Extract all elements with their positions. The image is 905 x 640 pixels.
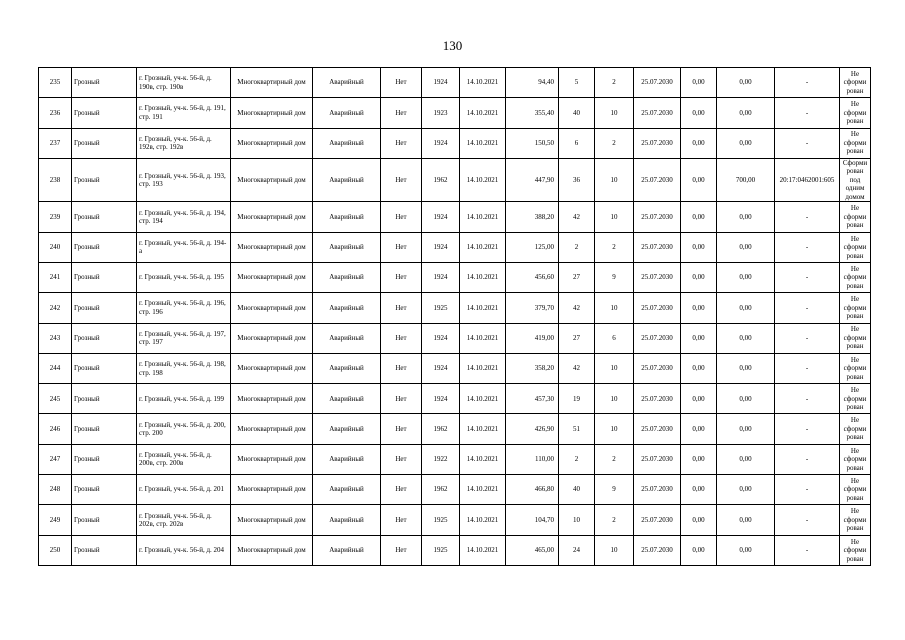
building-type-cell: Многоквартирный дом [231,202,313,232]
premises-cell: 2 [595,444,634,474]
recognition-date-cell: 14.10.2021 [460,353,506,383]
area-cell: 388,20 [506,202,559,232]
table-row [39,444,871,474]
city-cell: Грозный [72,444,137,474]
table-row [39,353,871,383]
housing-registry-table [38,67,871,566]
value-1-cell: 0,00 [681,323,717,353]
resettlement-date-cell: 25.07.2030 [634,444,681,474]
city-cell: Грозный [72,232,137,262]
flag-cell: Нет [381,128,422,158]
table-row [39,505,871,535]
residents-cell: 40 [559,98,595,128]
area-cell: 466,80 [506,475,559,505]
table-row [39,68,871,98]
table-row [39,232,871,262]
area-cell: 150,50 [506,128,559,158]
value-1-cell: 0,00 [681,505,717,535]
status-cell: Аварийный [313,68,381,98]
value-1-cell: 0,00 [681,444,717,474]
city-cell: Грозный [72,414,137,444]
building-type-cell: Многоквартирный дом [231,384,313,414]
status-cell: Аварийный [313,262,381,292]
building-type-cell: Многоквартирный дом [231,353,313,383]
land-plot-note-cell: Не сформирован [840,505,871,535]
table-row [39,384,871,414]
building-type-cell: Многоквартирный дом [231,128,313,158]
row-number: 248 [39,475,72,505]
flag-cell: Нет [381,535,422,565]
city-cell: Грозный [72,384,137,414]
city-cell: Грозный [72,128,137,158]
row-number: 240 [39,232,72,262]
year-cell: 1962 [422,158,460,202]
recognition-date-cell: 14.10.2021 [460,262,506,292]
area-cell: 355,40 [506,98,559,128]
premises-cell: 9 [595,262,634,292]
value-2-cell: 0,00 [717,68,775,98]
value-2-cell: 0,00 [717,293,775,323]
premises-cell: 10 [595,202,634,232]
resettlement-date-cell: 25.07.2030 [634,475,681,505]
table-row [39,158,871,202]
status-cell: Аварийный [313,293,381,323]
flag-cell: Нет [381,475,422,505]
resettlement-date-cell: 25.07.2030 [634,158,681,202]
recognition-date-cell: 14.10.2021 [460,323,506,353]
row-number: 243 [39,323,72,353]
residents-cell: 2 [559,232,595,262]
flag-cell: Нет [381,158,422,202]
status-cell: Аварийный [313,158,381,202]
flag-cell: Нет [381,323,422,353]
building-type-cell: Многоквартирный дом [231,232,313,262]
resettlement-date-cell: 25.07.2030 [634,535,681,565]
premises-cell: 10 [595,98,634,128]
flag-cell: Нет [381,293,422,323]
recognition-date-cell: 14.10.2021 [460,535,506,565]
address-cell: г. Грозный, уч-к. 56-й, д. 191, стр. 191 [137,98,231,128]
table-row [39,202,871,232]
row-number: 241 [39,262,72,292]
table-row [39,293,871,323]
resettlement-date-cell: 25.07.2030 [634,505,681,535]
value-1-cell: 0,00 [681,232,717,262]
address-cell: г. Грозный, уч-к. 56-й, д. 193, стр. 193 [137,158,231,202]
recognition-date-cell: 14.10.2021 [460,505,506,535]
building-type-cell: Многоквартирный дом [231,68,313,98]
building-type-cell: Многоквартирный дом [231,293,313,323]
land-plot-note-cell: Не сформирован [840,353,871,383]
status-cell: Аварийный [313,384,381,414]
value-1-cell: 0,00 [681,535,717,565]
area-cell: 94,40 [506,68,559,98]
residents-cell: 51 [559,414,595,444]
premises-cell: 2 [595,68,634,98]
area-cell: 125,00 [506,232,559,262]
value-2-cell: 0,00 [717,475,775,505]
building-type-cell: Многоквартирный дом [231,98,313,128]
year-cell: 1925 [422,535,460,565]
address-cell: г. Грозный, уч-к. 56-й, д. 202в, стр. 202в [137,505,231,535]
address-cell: г. Грозный, уч-к. 56-й, д. 196, стр. 196 [137,293,231,323]
cadastral-number-cell: - [775,414,840,444]
cadastral-number-cell: - [775,68,840,98]
value-2-cell: 0,00 [717,128,775,158]
cadastral-number-cell: - [775,98,840,128]
area-cell: 447,90 [506,158,559,202]
area-cell: 358,20 [506,353,559,383]
address-cell: г. Грозный, уч-к. 56-й, д. 201 [137,475,231,505]
row-number: 247 [39,444,72,474]
flag-cell: Нет [381,68,422,98]
premises-cell: 6 [595,323,634,353]
value-1-cell: 0,00 [681,98,717,128]
residents-cell: 27 [559,262,595,292]
year-cell: 1924 [422,68,460,98]
value-2-cell: 0,00 [717,98,775,128]
value-2-cell: 0,00 [717,323,775,353]
address-cell: г. Грозный, уч-к. 56-й, д. 200в, стр. 200в [137,444,231,474]
city-cell: Грозный [72,98,137,128]
residents-cell: 42 [559,353,595,383]
row-number: 239 [39,202,72,232]
flag-cell: Нет [381,232,422,262]
city-cell: Грозный [72,353,137,383]
recognition-date-cell: 14.10.2021 [460,98,506,128]
land-plot-note-cell: Не сформирован [840,444,871,474]
building-type-cell: Многоквартирный дом [231,475,313,505]
city-cell: Грозный [72,323,137,353]
row-number: 237 [39,128,72,158]
flag-cell: Нет [381,202,422,232]
value-1-cell: 0,00 [681,414,717,444]
land-plot-note-cell: Не сформирован [840,323,871,353]
year-cell: 1925 [422,293,460,323]
value-2-cell: 0,00 [717,505,775,535]
status-cell: Аварийный [313,128,381,158]
row-number: 238 [39,158,72,202]
value-2-cell: 700,00 [717,158,775,202]
resettlement-date-cell: 25.07.2030 [634,98,681,128]
land-plot-note-cell: Не сформирован [840,293,871,323]
cadastral-number-cell: - [775,475,840,505]
address-cell: г. Грозный, уч-к. 56-й, д. 197, стр. 197 [137,323,231,353]
cadastral-number-cell: - [775,262,840,292]
row-number: 245 [39,384,72,414]
residents-cell: 10 [559,505,595,535]
row-number: 246 [39,414,72,444]
row-number: 244 [39,353,72,383]
land-plot-note-cell: Не сформирован [840,384,871,414]
land-plot-note-cell: Не сформирован [840,262,871,292]
building-type-cell: Многоквартирный дом [231,158,313,202]
land-plot-note-cell: Не сформирован [840,414,871,444]
flag-cell: Нет [381,98,422,128]
cadastral-number-cell: - [775,293,840,323]
value-1-cell: 0,00 [681,68,717,98]
status-cell: Аварийный [313,353,381,383]
land-plot-note-cell: Не сформирован [840,202,871,232]
year-cell: 1922 [422,444,460,474]
row-number: 242 [39,293,72,323]
city-cell: Грозный [72,202,137,232]
value-1-cell: 0,00 [681,128,717,158]
table-row [39,323,871,353]
building-type-cell: Многоквартирный дом [231,535,313,565]
recognition-date-cell: 14.10.2021 [460,128,506,158]
table-body [39,68,871,566]
premises-cell: 10 [595,293,634,323]
value-1-cell: 0,00 [681,158,717,202]
land-plot-note-cell: Не сформирован [840,475,871,505]
flag-cell: Нет [381,353,422,383]
building-type-cell: Многоквартирный дом [231,414,313,444]
year-cell: 1923 [422,98,460,128]
year-cell: 1924 [422,353,460,383]
status-cell: Аварийный [313,414,381,444]
year-cell: 1924 [422,384,460,414]
resettlement-date-cell: 25.07.2030 [634,323,681,353]
premises-cell: 10 [595,353,634,383]
value-2-cell: 0,00 [717,535,775,565]
cadastral-number-cell: - [775,232,840,262]
year-cell: 1925 [422,505,460,535]
land-plot-note-cell: Не сформирован [840,128,871,158]
status-cell: Аварийный [313,535,381,565]
value-1-cell: 0,00 [681,293,717,323]
area-cell: 419,00 [506,323,559,353]
value-1-cell: 0,00 [681,384,717,414]
land-plot-note-cell: Не сформирован [840,98,871,128]
flag-cell: Нет [381,262,422,292]
resettlement-date-cell: 25.07.2030 [634,414,681,444]
recognition-date-cell: 14.10.2021 [460,293,506,323]
land-plot-note-cell: Не сформирован [840,535,871,565]
area-cell: 104,70 [506,505,559,535]
status-cell: Аварийный [313,444,381,474]
address-cell: г. Грозный, уч-к. 56-й, д. 200, стр. 200 [137,414,231,444]
year-cell: 1924 [422,128,460,158]
cadastral-number-cell: - [775,505,840,535]
recognition-date-cell: 14.10.2021 [460,414,506,444]
residents-cell: 36 [559,158,595,202]
city-cell: Грозный [72,262,137,292]
resettlement-date-cell: 25.07.2030 [634,293,681,323]
premises-cell: 9 [595,475,634,505]
residents-cell: 24 [559,535,595,565]
residents-cell: 2 [559,444,595,474]
address-cell: г. Грозный, уч-к. 56-й, д. 199 [137,384,231,414]
value-2-cell: 0,00 [717,232,775,262]
value-2-cell: 0,00 [717,353,775,383]
building-type-cell: Многоквартирный дом [231,262,313,292]
value-1-cell: 0,00 [681,353,717,383]
recognition-date-cell: 14.10.2021 [460,158,506,202]
premises-cell: 10 [595,158,634,202]
address-cell: г. Грозный, уч-к. 56-й, д. 192в, стр. 192в [137,128,231,158]
table-row [39,535,871,565]
recognition-date-cell: 14.10.2021 [460,68,506,98]
row-number: 235 [39,68,72,98]
building-type-cell: Многоквартирный дом [231,444,313,474]
land-plot-note-cell: Не сформирован [840,232,871,262]
area-cell: 456,60 [506,262,559,292]
table-row [39,414,871,444]
cadastral-number-cell: - [775,323,840,353]
premises-cell: 10 [595,535,634,565]
address-cell: г. Грозный, уч-к. 56-й, д. 190в, стр. 190в [137,68,231,98]
year-cell: 1924 [422,202,460,232]
resettlement-date-cell: 25.07.2030 [634,202,681,232]
premises-cell: 2 [595,128,634,158]
building-type-cell: Многоквартирный дом [231,505,313,535]
recognition-date-cell: 14.10.2021 [460,232,506,262]
flag-cell: Нет [381,384,422,414]
recognition-date-cell: 14.10.2021 [460,202,506,232]
building-type-cell: Многоквартирный дом [231,323,313,353]
resettlement-date-cell: 25.07.2030 [634,262,681,292]
status-cell: Аварийный [313,323,381,353]
city-cell: Грозный [72,158,137,202]
year-cell: 1924 [422,232,460,262]
row-number: 236 [39,98,72,128]
value-2-cell: 0,00 [717,414,775,444]
status-cell: Аварийный [313,232,381,262]
cadastral-number-cell: - [775,444,840,474]
flag-cell: Нет [381,414,422,444]
cadastral-number-cell: 20:17:0462001:605 [775,158,840,202]
residents-cell: 42 [559,293,595,323]
value-2-cell: 0,00 [717,262,775,292]
address-cell: г. Грозный, уч-к. 56-й, д. 198, стр. 198 [137,353,231,383]
resettlement-date-cell: 25.07.2030 [634,68,681,98]
cadastral-number-cell: - [775,384,840,414]
premises-cell: 10 [595,384,634,414]
land-plot-note-cell: Не сформирован [840,68,871,98]
year-cell: 1962 [422,414,460,444]
city-cell: Грозный [72,68,137,98]
value-1-cell: 0,00 [681,262,717,292]
premises-cell: 10 [595,414,634,444]
status-cell: Аварийный [313,475,381,505]
value-1-cell: 0,00 [681,475,717,505]
value-2-cell: 0,00 [717,444,775,474]
address-cell: г. Грозный, уч-к. 56-й, д. 194, стр. 194 [137,202,231,232]
city-cell: Грозный [72,475,137,505]
residents-cell: 40 [559,475,595,505]
city-cell: Грозный [72,535,137,565]
value-2-cell: 0,00 [717,384,775,414]
land-plot-note-cell: Сформирован под одним домом [840,158,871,202]
address-cell: г. Грозный, уч-к. 56-й, д. 194-а [137,232,231,262]
cadastral-number-cell: - [775,128,840,158]
residents-cell: 19 [559,384,595,414]
residents-cell: 6 [559,128,595,158]
year-cell: 1924 [422,262,460,292]
cadastral-number-cell: - [775,535,840,565]
table-row [39,475,871,505]
recognition-date-cell: 14.10.2021 [460,444,506,474]
cadastral-number-cell: - [775,202,840,232]
resettlement-date-cell: 25.07.2030 [634,232,681,262]
residents-cell: 42 [559,202,595,232]
premises-cell: 2 [595,232,634,262]
table-row [39,128,871,158]
value-2-cell: 0,00 [717,202,775,232]
table-row [39,98,871,128]
flag-cell: Нет [381,505,422,535]
address-cell: г. Грозный, уч-к. 56-й, д. 195 [137,262,231,292]
recognition-date-cell: 14.10.2021 [460,475,506,505]
area-cell: 457,30 [506,384,559,414]
status-cell: Аварийный [313,202,381,232]
residents-cell: 5 [559,68,595,98]
resettlement-date-cell: 25.07.2030 [634,384,681,414]
premises-cell: 2 [595,505,634,535]
residents-cell: 27 [559,323,595,353]
row-number: 249 [39,505,72,535]
row-number: 250 [39,535,72,565]
recognition-date-cell: 14.10.2021 [460,384,506,414]
resettlement-date-cell: 25.07.2030 [634,353,681,383]
flag-cell: Нет [381,444,422,474]
table-row [39,262,871,292]
cadastral-number-cell: - [775,353,840,383]
page-number: 130 [442,38,463,53]
resettlement-date-cell: 25.07.2030 [634,128,681,158]
year-cell: 1962 [422,475,460,505]
status-cell: Аварийный [313,505,381,535]
area-cell: 426,90 [506,414,559,444]
area-cell: 379,70 [506,293,559,323]
city-cell: Грозный [72,293,137,323]
year-cell: 1924 [422,323,460,353]
city-cell: Грозный [72,505,137,535]
value-1-cell: 0,00 [681,202,717,232]
status-cell: Аварийный [313,98,381,128]
area-cell: 110,00 [506,444,559,474]
area-cell: 465,00 [506,535,559,565]
address-cell: г. Грозный, уч-к. 56-й, д. 204 [137,535,231,565]
